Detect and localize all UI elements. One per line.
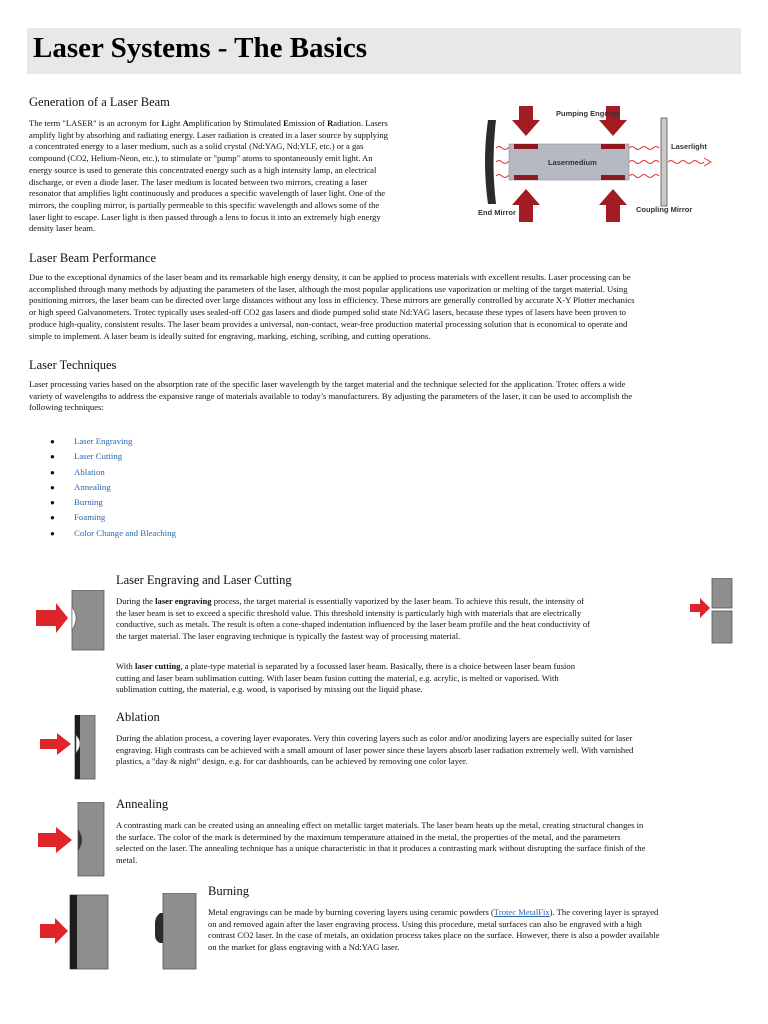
wave-right-bot xyxy=(629,175,659,178)
laser-arrow-icon xyxy=(36,603,68,633)
heading-generation: Generation of a Laser Beam xyxy=(29,95,170,109)
text-line: simple to implement. A laser beam is ideally suited for engraving, marking, etching, scribing, and cutting operations. xyxy=(29,330,431,341)
text-span: During the xyxy=(116,596,156,606)
text-line: on the market for glass engraving with a Nd:YAG laser. xyxy=(208,942,400,953)
cutting-illustration xyxy=(690,578,735,646)
rich-line xyxy=(116,596,676,608)
heading-annealing: Annealing xyxy=(116,797,169,811)
cutting-paragraph xyxy=(116,661,676,696)
performance-paragraph xyxy=(29,272,741,342)
text-span: , a plate-type material is separated by a focussed laser beam. Basically, there is a choice between laser beam fusion xyxy=(180,661,576,671)
list-item-laser-cutting[interactable] xyxy=(29,449,329,464)
link-ablation[interactable]: Ablation xyxy=(74,466,105,477)
heading-ablation: Ablation xyxy=(116,710,160,724)
link-laser-cutting[interactable]: Laser Cutting xyxy=(74,451,123,462)
label-laserlight: Laserlight xyxy=(671,142,707,151)
text-line: engraving. High contrasts can be achieved with a small amount of laser power since these layers absorb laser radiation extremely well. With varnished xyxy=(116,744,634,755)
list-item-foaming[interactable] xyxy=(29,510,329,525)
text-line: metal. xyxy=(116,855,138,866)
laser-arrow-icon xyxy=(690,598,710,618)
text-line: variety of wavelengths to address the expansive range of materials available to today’s manufacturers. By adjusting the parameters of the laser, it can be used to accomplish the xyxy=(29,390,633,401)
bold-term: laser cutting xyxy=(135,661,181,671)
engraving-paragraph xyxy=(116,596,676,643)
link-laser-engraving[interactable]: Laser Engraving xyxy=(74,436,133,446)
text-line: the laser beam is set to exceed a specific threshold value. This threshold intensity is particularly high with materials that are electrically xyxy=(116,607,582,618)
text-line: A contrasting mark can be created using an annealing effect on metallic target materials. The laser beam heats up the metal, creating structural changes in xyxy=(116,820,644,830)
list-item-burning[interactable] xyxy=(29,495,329,510)
label-pumping-energy: Pumping Engergy xyxy=(556,109,621,118)
link-foaming[interactable]: Foaming xyxy=(74,512,106,523)
wave-output xyxy=(668,161,704,164)
label-end-mirror: End Mirror xyxy=(478,208,516,217)
heading-performance: Laser Beam Performance xyxy=(29,251,157,265)
acronym-letter: R xyxy=(327,118,334,128)
burning-text-post: ). The covering layer is sprayed xyxy=(549,907,659,917)
bullet-icon: ● xyxy=(50,528,55,538)
burning-text-pre: Metal engravings can be made by burning covering layers using ceramic powders ( xyxy=(208,907,494,917)
pump-arrow-bottom-left xyxy=(512,189,540,222)
text-line: a concentrated energy to a laser medium, such as a solid crystal (Nd:YAG, Nd:YLF, etc.) or a gas xyxy=(29,141,364,152)
acronym-letter: A xyxy=(182,118,189,128)
text-line: on and removed again after the laser engraving process. Using this procedure, metal surfaces can also be engraved with a high xyxy=(208,918,642,929)
text-line: accomplished through many methods by adjusting the parameters of the laser, although the most popular applications use vaporization or melting of the target material. Using xyxy=(29,283,628,294)
pump-arrow-top-left xyxy=(512,106,540,136)
bullet-icon: ● xyxy=(50,482,55,492)
heading-engraving-cutting: Laser Engraving and Laser Cutting xyxy=(116,573,292,587)
ablation-paragraph xyxy=(116,733,741,768)
text-line: laser light to escape. Laser light is then passed through a lens to focus it into an extremely high energy xyxy=(29,211,381,222)
text-line: contrast CO2 laser. In the case of metals, an oxidation process takes place on the surface. However, there is also a powder available xyxy=(208,930,660,941)
text-line: Due to the exceptional dynamics of the laser beam and its remarkable high energy density, it can be applied to process materials with excellent results. Laser processing can be xyxy=(29,272,631,282)
text-line: compound (CO2, Helium-Neon, etc.), to stimulate or "pump" atoms to spontaneously emit light. An xyxy=(29,153,373,164)
text-line: The term "LASER" is an acronym for Light Amplification by Stimulated Emission of Radiation. Lasers xyxy=(29,118,388,128)
wave-right-top xyxy=(629,147,659,150)
list-item-color-change[interactable] xyxy=(29,526,329,541)
text-line: cutting and laser beam sublimation cutting. With laser beam fusion cutting the material, e.g. acrylic, is melted or vaporised. With xyxy=(116,672,559,683)
text-line: discharge, or even a diode laser. The laser medium is located between two mirrors, creating a laser xyxy=(29,176,368,187)
acronym-letter: L xyxy=(161,118,168,128)
text-line: mirrors, the coupling mirror, is partially permeable to this specific wavelength and allows some of the xyxy=(29,199,380,210)
wave-right-mid xyxy=(629,161,659,164)
ablation-illustration xyxy=(40,715,100,781)
laser-arrow-icon xyxy=(40,918,68,944)
bold-term: laser engraving xyxy=(155,596,212,606)
list-item-laser-engraving[interactable] xyxy=(29,434,329,449)
generation-paragraph xyxy=(29,118,469,235)
techniques-list xyxy=(29,434,329,541)
trotec-metalfix-link[interactable]: Trotec MetalFix xyxy=(493,907,550,917)
text-line: selected on the laser. The annealing technique has a unique characteristic in that it produces a contrasting mark without disrupting the surface finish of the xyxy=(116,843,646,854)
label-lasermedium: Lasermedium xyxy=(548,158,597,167)
burning-paragraph xyxy=(208,907,743,954)
label-coupling-mirror: Coupling Mirror xyxy=(636,205,693,214)
bullet-icon: ● xyxy=(50,513,55,523)
link-color-change-bleaching[interactable]: Color Change and Bleaching xyxy=(74,527,176,538)
engraving-illustration xyxy=(34,590,106,652)
pump-arrow-bottom-right xyxy=(599,189,627,222)
text-line: amplify light by absorbing and radiating energy. Laser radiation is created in a laser source by supplying xyxy=(29,129,388,140)
text-line: the target material. The laser engraving technique is typically the fastest way of processing material. xyxy=(116,631,461,642)
link-annealing[interactable]: Annealing xyxy=(74,481,111,492)
text-line: the surface. The color of the mark is determined by the maximum temperature attained in the metal, the properties of the metal, and the parameters xyxy=(116,831,621,842)
text-line: following techniques: xyxy=(29,402,104,413)
burning-illustration xyxy=(38,893,198,971)
bullet-icon: ● xyxy=(50,437,55,446)
rich-line xyxy=(116,661,676,673)
title-bar xyxy=(27,28,741,74)
end-mirror-shape xyxy=(485,120,496,204)
heading-burning: Burning xyxy=(208,884,249,898)
text-line: produce high-quality, consistent results. The laser beam provides a universal, non-contact, wear-free production material processing solution that is economical to operate and xyxy=(29,318,628,329)
text-line: sublimation cutting, the material, e.g. wood, is vaporised by missing out the liquid phase. xyxy=(116,684,423,695)
laser-resonator-diagram xyxy=(478,104,743,224)
laser-arrow-icon xyxy=(40,733,71,755)
coupling-mirror-shape xyxy=(661,118,667,206)
text-line: density laser beam. xyxy=(29,223,96,234)
text-span: process, the target material is essentially vaporized by the laser beam. To achieve this result, the intensity of xyxy=(211,596,585,606)
text-line: During the ablation process, a covering layer evaporates. Very thin covering layers such as color and/or anodizing layers are especially suited for laser xyxy=(116,733,633,743)
techniques-paragraph xyxy=(29,379,741,414)
text-line: energy source is used to generate this concentrated energy such as a high intensity lamp, an electrical xyxy=(29,164,377,175)
bullet-icon: ● xyxy=(50,467,55,477)
text-line: resonator that amplifies light continuously and produces a specific wavelength of laser light. One of the xyxy=(29,188,386,199)
text-span: With xyxy=(116,661,135,671)
text-line: or high speed Galvanometers. Trotec typically uses sealed-off CO2 gas lasers and diode pumped solid state Nd:YAG lasers, because these types of lasers have been proven to xyxy=(29,307,626,318)
bullet-icon: ● xyxy=(50,452,55,462)
acronym-letter: E xyxy=(283,118,289,128)
output-arrowhead xyxy=(704,158,711,166)
bullet-icon: ● xyxy=(50,498,55,508)
text-line: plastics, a "day & night" design, e.g. for car dashboards, can be achieved by removing one color layer. xyxy=(116,756,468,767)
annealing-paragraph xyxy=(116,820,741,867)
text-line xyxy=(208,907,743,919)
text-line: conductive, such as metals. The result is often a cone-shaped indentation influenced by the laser beam profile and the heat conductivity of xyxy=(116,619,591,630)
text-line: positioning mirrors, the laser beam can be directed over large distances without any loss in efficiency. These mirrors are generally controlled by accurate X-Y Plotter mechanics xyxy=(29,295,635,306)
list-item-ablation[interactable] xyxy=(29,465,329,480)
link-burning[interactable]: Burning xyxy=(74,497,103,508)
text-line: Laser processing varies based on the absorption rate of the specific laser wavelength by the target material and the technique selected for the application. Trotec offers a wide xyxy=(29,379,626,389)
heading-techniques: Laser Techniques xyxy=(29,358,117,372)
laser-arrow-icon xyxy=(38,827,72,853)
page-title: Laser Systems - The Basics xyxy=(33,32,368,64)
annealing-illustration xyxy=(38,802,108,878)
list-item-annealing[interactable] xyxy=(29,480,329,495)
acronym-letter: S xyxy=(243,118,249,128)
